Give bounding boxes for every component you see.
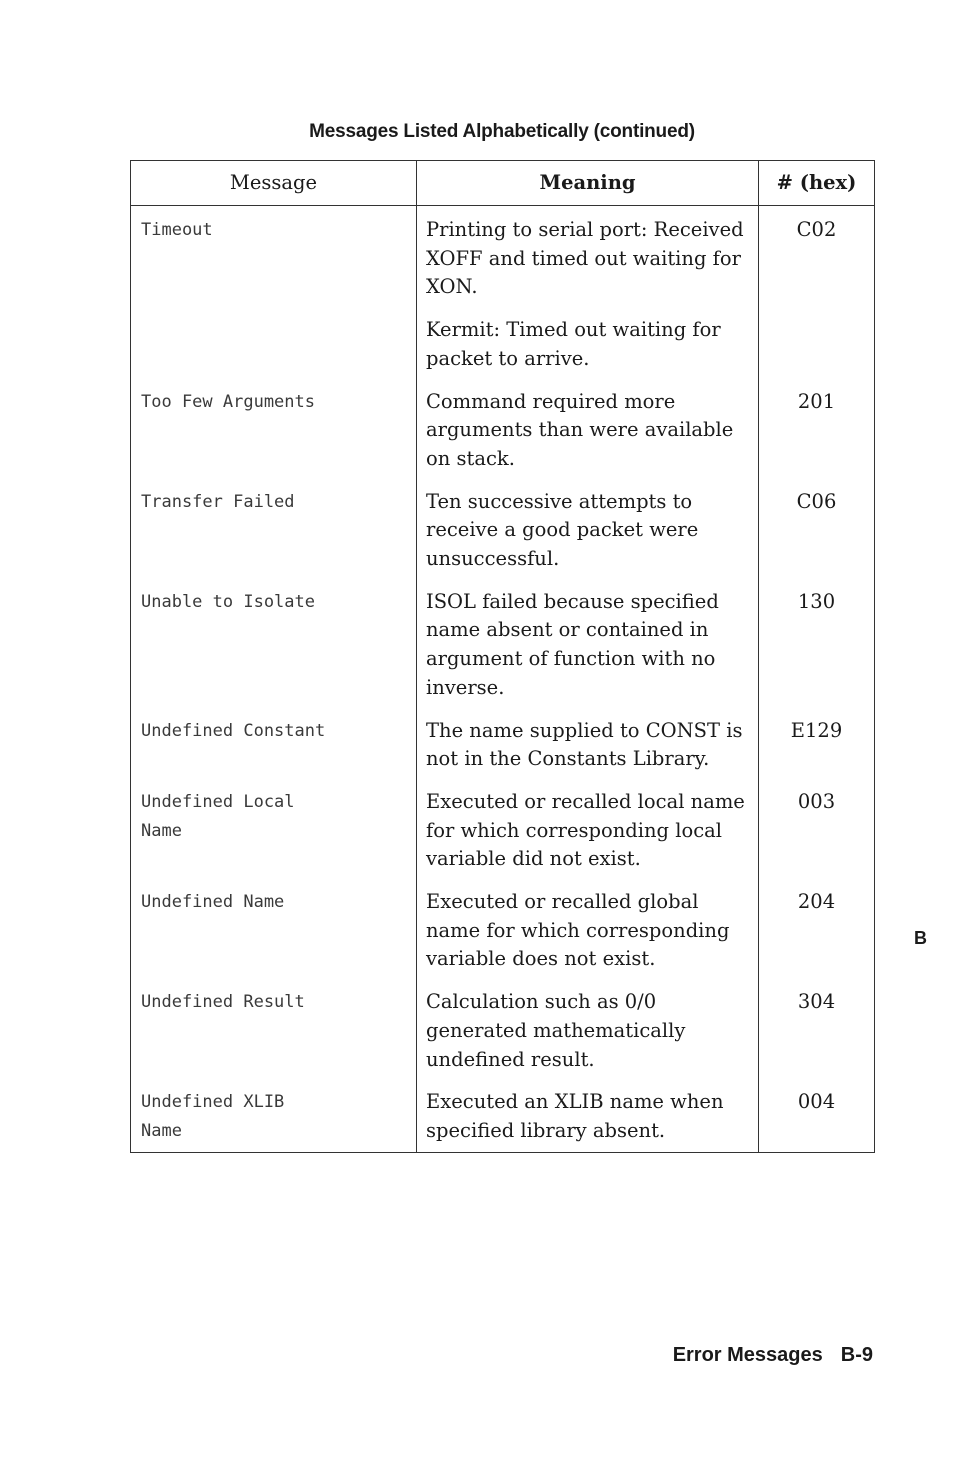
meaning-text: Executed an XLIB name when specified library absent. <box>426 1090 724 1142</box>
message-cell: Unable to Isolate <box>131 588 417 717</box>
hex-cell: 003 <box>759 788 875 888</box>
hex-cell: C02 <box>759 206 875 388</box>
message-cell: Transfer Failed <box>131 488 417 588</box>
table-row <box>131 717 875 788</box>
meaning-cell <box>417 588 759 717</box>
meaning-cell <box>417 888 759 988</box>
meaning-cell <box>417 988 759 1088</box>
meaning-cell <box>417 1088 759 1152</box>
table-title: Messages Listed Alphabetically (continued) <box>309 121 695 142</box>
meaning-cell <box>417 388 759 488</box>
meaning-text: Kermit: Timed out waiting for packet to arrive. <box>426 318 721 370</box>
meaning-text: Calculation such as 0/0 generated mathematically undefined result. <box>426 990 686 1071</box>
footer-section: Error Messages <box>672 1344 823 1366</box>
message-cell: Undefined XLIB Name <box>131 1088 417 1152</box>
meaning-text: Executed or recalled global name for which corresponding variable does not exist. <box>426 890 730 971</box>
header-message: Message <box>131 161 417 206</box>
table-row <box>131 788 875 888</box>
hex-cell: C06 <box>759 488 875 588</box>
meaning-text: Ten successive attempts to receive a good packet were unsuccessful. <box>426 489 699 571</box>
page-number: B-9 <box>840 1344 873 1366</box>
message-cell: Too Few Arguments <box>131 388 417 488</box>
meaning-text: Printing to serial port: Received XOFF and timed out waiting for XON. <box>426 218 744 299</box>
message-cell: Undefined Name <box>131 888 417 988</box>
meaning-cell <box>417 206 759 388</box>
table-row <box>131 488 875 588</box>
message-cell: Undefined Constant <box>131 717 417 788</box>
meaning-text: The name supplied to CONST is not in the Constants Library. <box>426 718 743 771</box>
table-row <box>131 588 875 717</box>
header-meaning: Meaning <box>417 161 759 206</box>
table-row <box>131 888 875 988</box>
message-cell: Undefined Result <box>131 988 417 1088</box>
message-cell: Undefined Local Name <box>131 788 417 888</box>
header-row <box>131 161 875 206</box>
meaning-cell <box>417 788 759 888</box>
page-footer <box>673 1344 873 1367</box>
message-cell: Timeout <box>131 206 417 388</box>
table-row <box>131 206 875 388</box>
meaning-text: Command required more arguments than were available on stack. <box>426 389 734 470</box>
meaning-text: Executed or recalled local name for which corresponding local variable did not exist. <box>426 789 745 871</box>
hex-cell: 304 <box>759 988 875 1088</box>
meaning-cell <box>417 717 759 788</box>
hex-cell: 004 <box>759 1088 875 1152</box>
header-hex: # (hex) <box>759 161 875 206</box>
hex-cell: E129 <box>759 717 875 788</box>
hex-cell: 130 <box>759 588 875 717</box>
section-tab: B <box>914 928 927 948</box>
table-row <box>131 388 875 488</box>
hex-cell: 201 <box>759 388 875 488</box>
meaning-cell <box>417 488 759 588</box>
meaning-text: ISOL failed because specified name absent or contained in argument of function with no inverse. <box>426 589 719 699</box>
messages-table <box>130 160 875 1153</box>
hex-cell: 204 <box>759 888 875 988</box>
table-row <box>131 988 875 1088</box>
table-row <box>131 1088 875 1152</box>
